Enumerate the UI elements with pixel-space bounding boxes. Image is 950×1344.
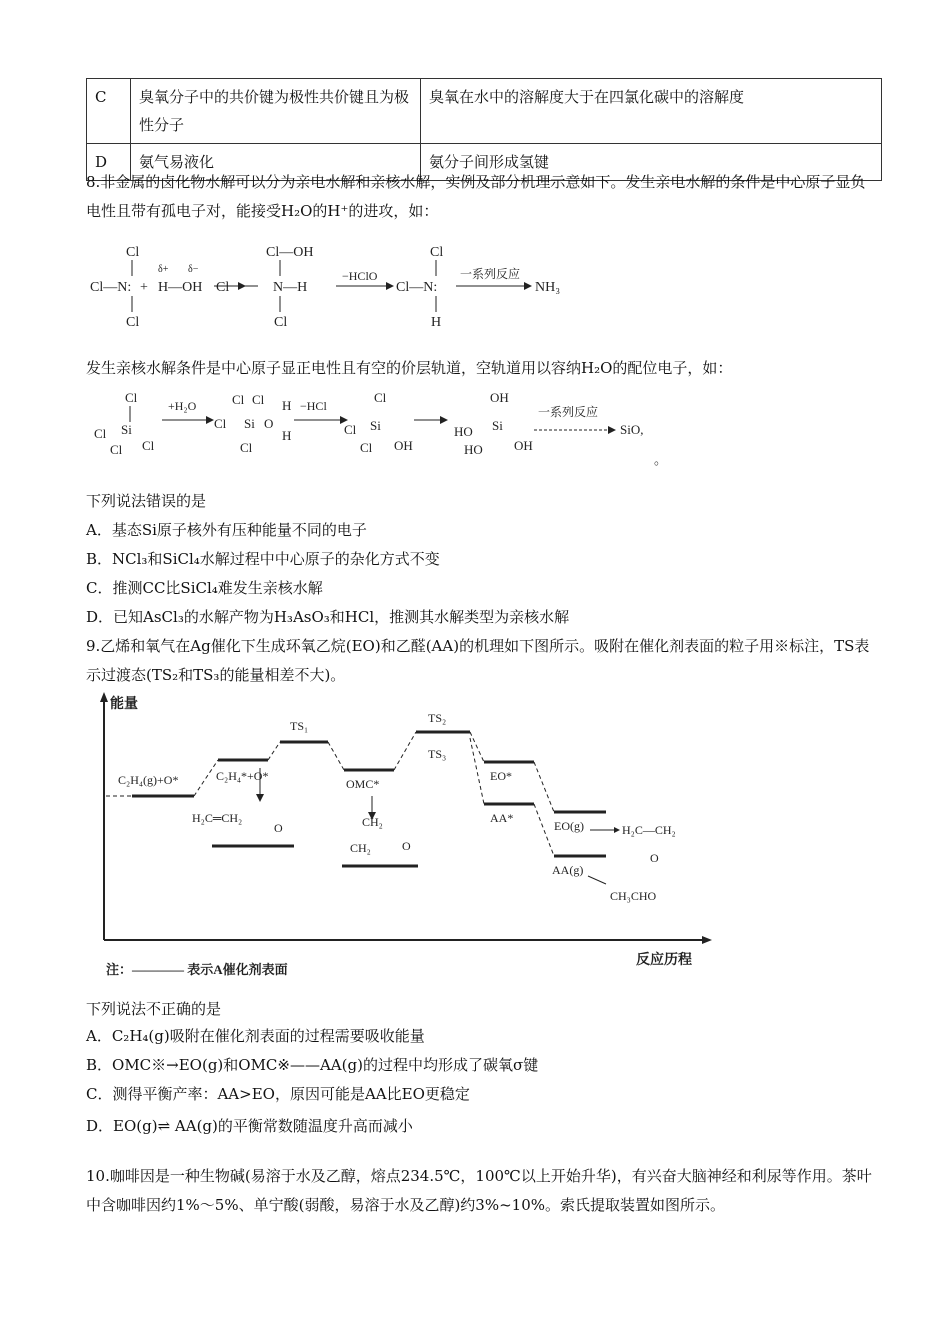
energy-diagram (88, 690, 728, 990)
q10-stem: 10.咖啡因是一种生物碱(易溶于水及乙醇，熔点234.5℃，100℃以上开始升华)，有兴奋大脑神经和利尿等作用。茶叶中含咖啡因约1%～5%、单宁酸(弱酸，易溶于水及乙醇)约3%~10%。索氏提取装置如图所示。 (86, 1167, 872, 1214)
si-c: Si (370, 418, 381, 433)
label-ts2: TS₂ (428, 711, 447, 725)
minus-hcl: −HCl (300, 399, 327, 413)
cl-bottom: Cl (126, 315, 140, 330)
diagram-note: 注：———— 表示A催化剂表面 (106, 962, 288, 977)
si-b: Si (244, 416, 255, 431)
plus-sign: + (140, 280, 148, 295)
epoxide-o: O (650, 851, 659, 865)
cl-c: Cl (110, 442, 123, 457)
plus-h2o: +H₂O (168, 399, 197, 413)
n-h: N—H (273, 280, 308, 295)
label-eo-ads: EO* (490, 769, 512, 783)
label-ts3: TS₃ (428, 747, 447, 761)
cl-oh: Cl—OH (266, 245, 314, 260)
series-label-2: 一系列反应 (538, 405, 599, 419)
q9-prompt: 下列说法不正确的是 (86, 1000, 222, 1018)
cl-top: Cl (126, 245, 140, 260)
h-b1: H (282, 398, 292, 413)
h-bottom: H (431, 315, 442, 330)
omc-o: O (402, 839, 411, 853)
cl-d: Cl (142, 438, 155, 453)
row-label: D (87, 144, 131, 181)
label-aa-ads: AA* (490, 811, 514, 825)
label-aa-g: AA(g) (552, 863, 584, 877)
label-adsorbed: C₂H₄*+O* (216, 769, 269, 783)
cl-k: Cl (360, 440, 373, 455)
ho-d2: HO (464, 442, 483, 457)
q9-option-c: C．测得平衡产率：AA>EO，原因可能是AA比EO更稳定 (86, 1085, 470, 1103)
cl-i: Cl (374, 390, 387, 405)
o-adsorbed: O (274, 821, 283, 835)
row-right: 氨分子间形成氢键 (421, 144, 882, 181)
table-row (87, 79, 882, 144)
series-label: 一系列反应 (460, 267, 521, 281)
omc-ch2-top: CH₂ (362, 815, 383, 829)
cl-f: Cl (252, 392, 265, 407)
oh-c: OH (394, 438, 413, 453)
delta-minus: δ− (188, 264, 199, 275)
nh3-product: NH₃ (535, 280, 561, 295)
ho-d: HO (454, 424, 473, 439)
cl-j: Cl (344, 422, 357, 437)
cl-bottom-2: Cl (274, 315, 288, 330)
cln-3: Cl—N: (396, 280, 438, 295)
q8-stem: 8.非金属的卤化物水解可以分为亲电水解和亲核水解，实例及部分机理示意如下。发生亲电水解的条件是中心原子显负电性且带有孤电子对，能接受H₂O的H⁺的进攻，如： (86, 173, 866, 220)
label-start: C₂H₄(g)+O* (118, 773, 179, 787)
q9-option-b: B．OMC※→EO(g)和OMC※——AA(g)的过程中均形成了碳氧σ键 (86, 1056, 539, 1074)
ethene-label: H₂C═CH₂ (192, 811, 243, 825)
q9-option-d: D．EO(g)⇌ AA(g)的平衡常数随温度升高而减小 (86, 1117, 413, 1135)
electrophilic-hydrolysis-scheme (88, 238, 578, 333)
label-eo-g: EO(g) (554, 819, 584, 833)
q9-stem: 9.乙烯和氧气在Ag催化下生成环氧乙烷(EO)和乙醛(AA)的机理如下图所示。吸附在催化剂表面的粒子用※标注，TS表示过渡态(TS₂和TS₃的能量相差不大)。 (86, 637, 870, 684)
epoxide-label: H₂C—CH₂ (622, 823, 676, 837)
ncl-center: Cl—N: (90, 280, 132, 295)
q8-option-d: D．已知AsCl₃的水解产物为H₃AsO₃和HCl，推测其水解类型为亲核水解 (86, 608, 570, 626)
sio-product: SiO, (620, 422, 644, 437)
label-omc: OMC* (346, 777, 380, 791)
q8-prompt: 下列说法错误的是 (86, 492, 207, 510)
si-a: Si (121, 422, 132, 437)
cl-left: Cl (216, 280, 230, 295)
acetaldehyde-label: CH₃CHO (610, 889, 657, 903)
cl-h: Cl (240, 440, 253, 455)
h-b2: H (282, 428, 292, 443)
cl-top-3: Cl (430, 245, 444, 260)
oh-d1: OH (490, 390, 509, 405)
row-right: 臭氧在水中的溶解度大于在四氯化碳中的溶解度 (421, 79, 882, 144)
x-axis-label: 反应历程 (636, 953, 692, 968)
q9-option-a: A．C₂H₄(g)吸附在催化剂表面的过程需要吸收能量 (86, 1027, 425, 1045)
oh-d2: OH (514, 438, 533, 453)
row-label: C (87, 79, 131, 144)
options-table (86, 78, 882, 181)
q8-option-b: B．NCl₃和SiCl₄水解过程中中心原子的杂化方式不变 (86, 550, 440, 568)
cl-b: Cl (94, 426, 107, 441)
q8-stem-b: 发生亲核水解条件是中心原子显正电性且有空的价层轨道，空轨道用以容纳H₂O的配位电子，如： (86, 359, 733, 377)
cl-e: Cl (232, 392, 245, 407)
cl-g: Cl (214, 416, 227, 431)
nucleophilic-hydrolysis-scheme (88, 388, 668, 468)
water: H—OH (158, 280, 203, 295)
label-ts1: TS₁ (290, 719, 309, 733)
cl-a: Cl (125, 390, 138, 405)
row-left: 氨气易液化 (131, 144, 421, 181)
row-left: 臭氧分子中的共价键为极性共价键且为极性分子 (131, 79, 421, 144)
omc-ch2-bottom: CH₂ (350, 841, 371, 855)
y-axis-label: 能量 (110, 697, 138, 712)
q8-option-a: A．基态Si原子核外有压种能量不同的电子 (86, 521, 367, 539)
minus-hclo: −HClO (342, 269, 378, 283)
period-mark: 。 (654, 452, 668, 467)
delta-plus: δ+ (158, 264, 169, 275)
si-d: Si (492, 418, 503, 433)
o-b: O (264, 416, 274, 431)
q8-option-c: C．推测CC比SiCl₄难发生亲核水解 (86, 579, 323, 597)
